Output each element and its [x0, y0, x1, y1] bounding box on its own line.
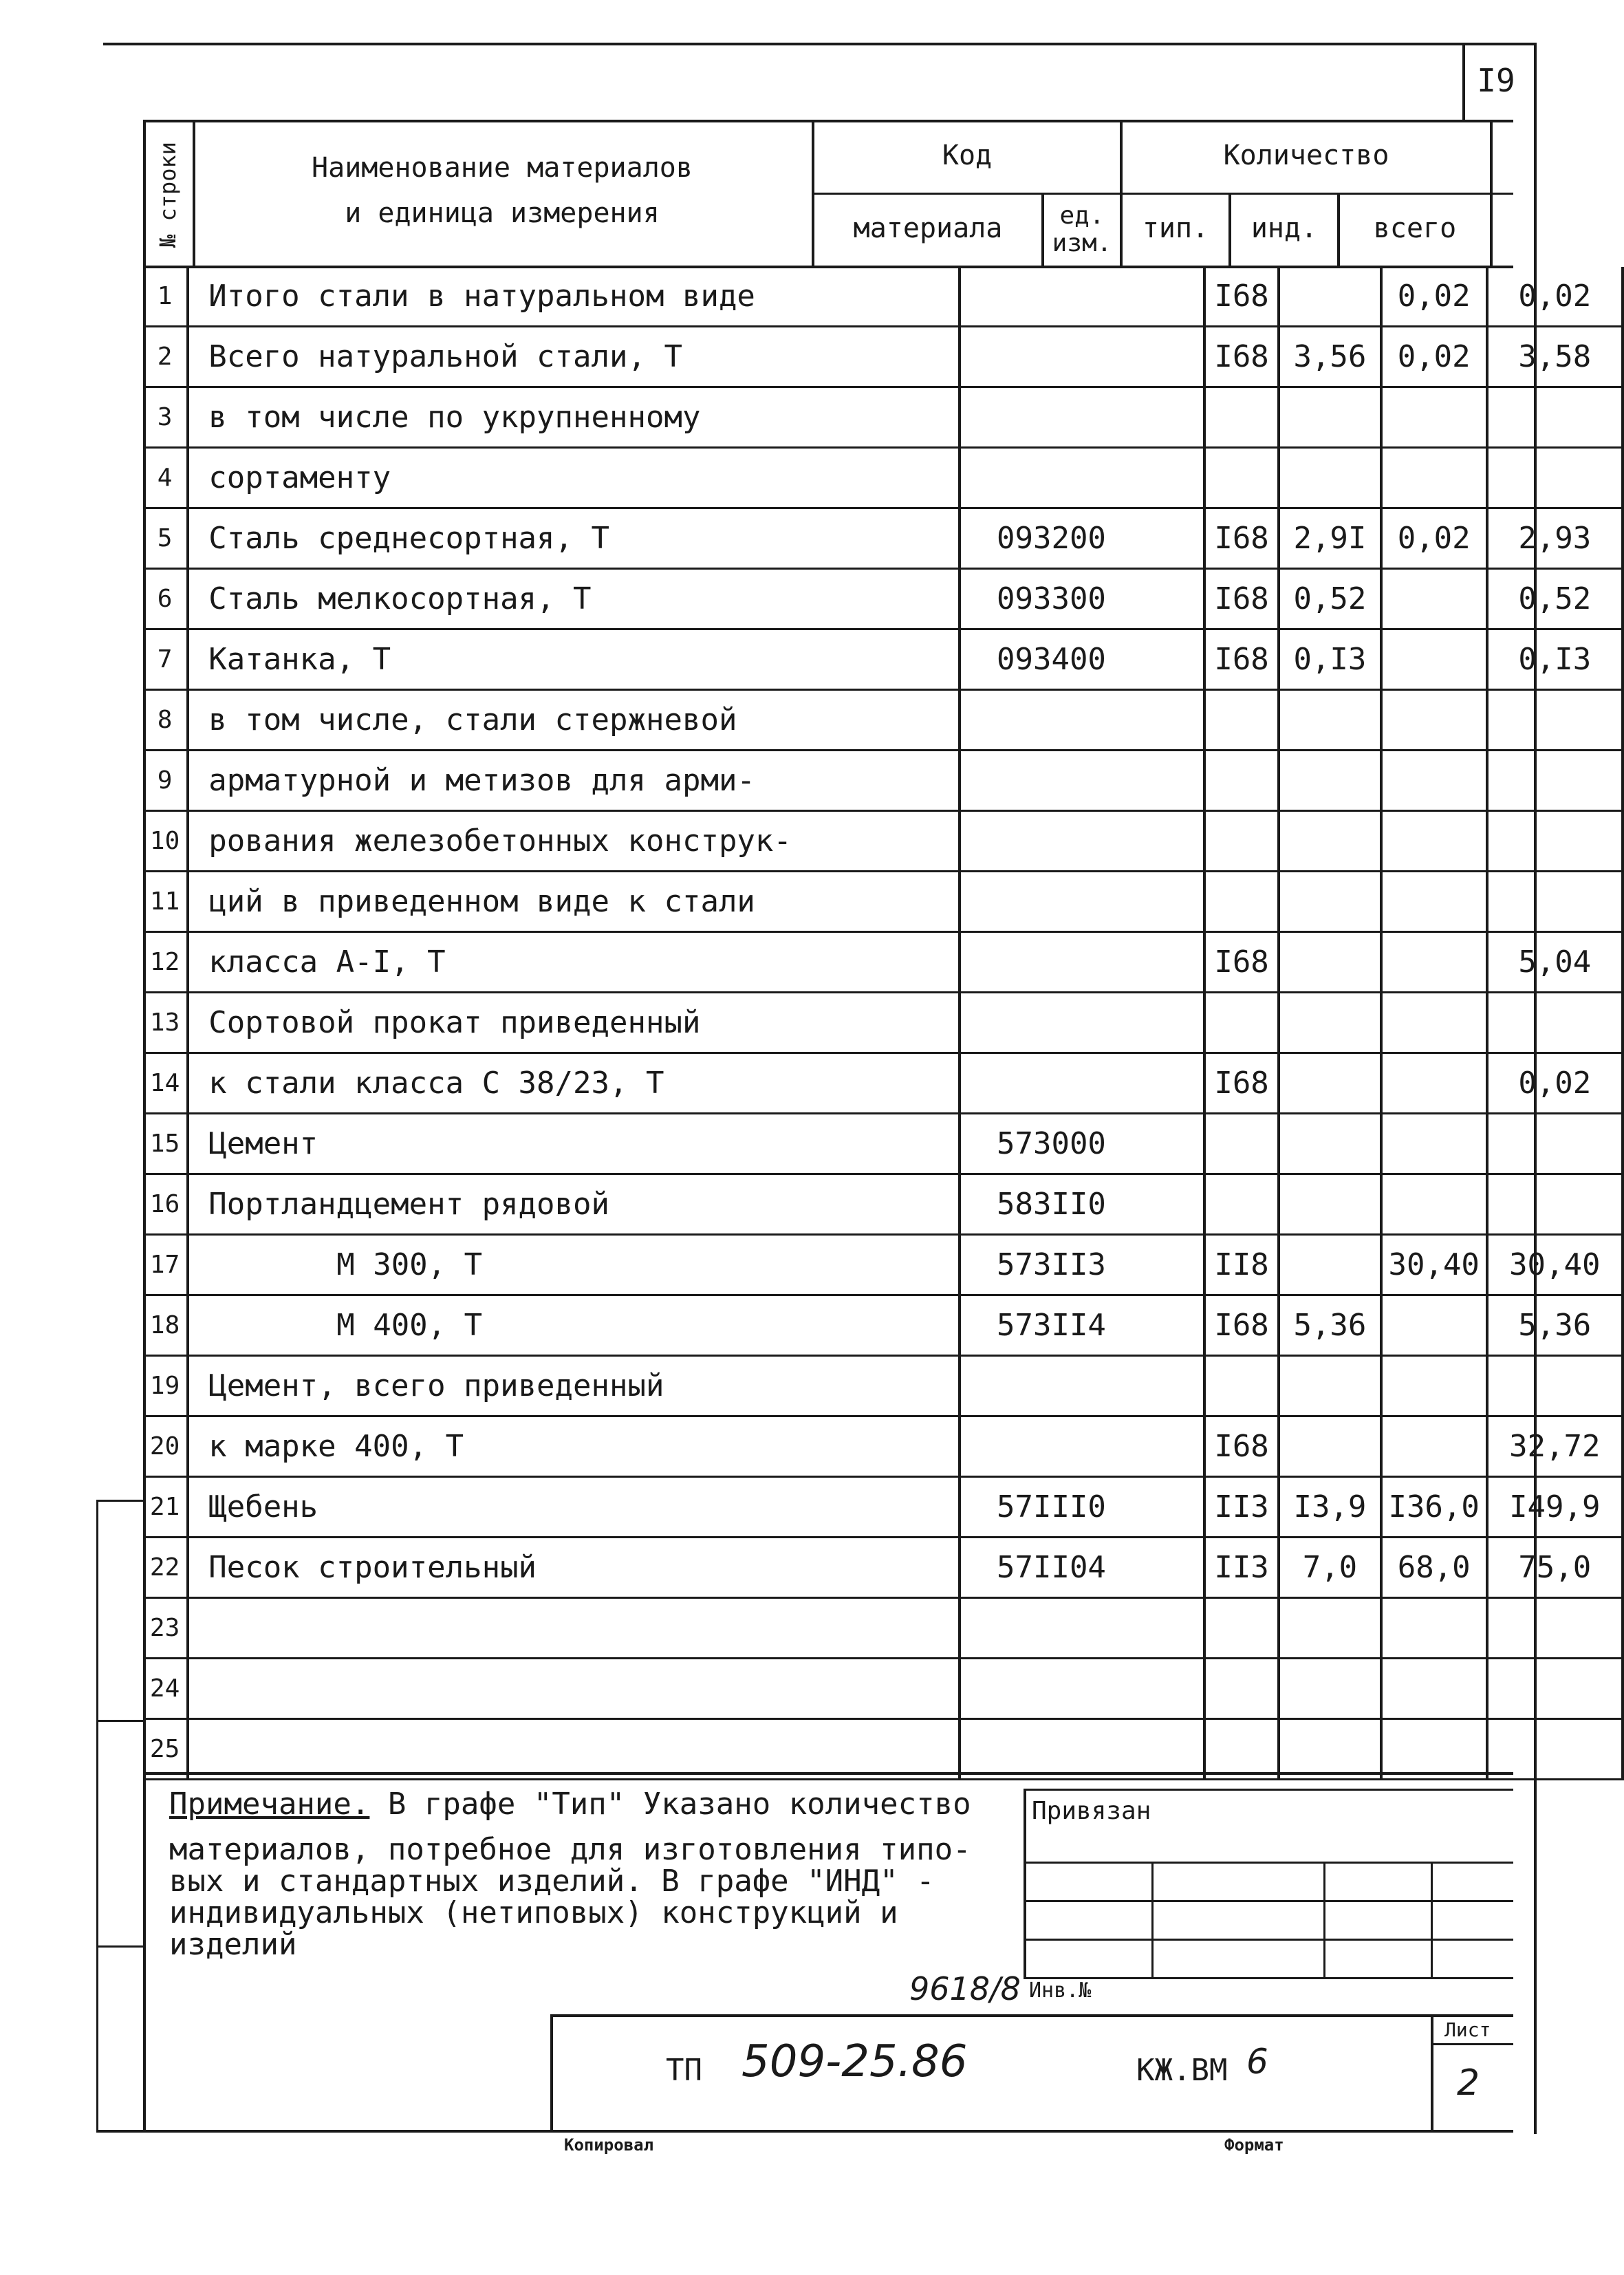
qty-typ-cell: [1279, 811, 1381, 872]
stamp-grid-col3: [1431, 1862, 1433, 1979]
qty-ind-cell: [1381, 448, 1487, 508]
qty-typ-header: тип.: [1142, 213, 1209, 244]
list-label: Лист: [1444, 2018, 1491, 2041]
material-name-cell: в том числе по укрупненному: [188, 387, 960, 448]
stamp-grid-col2: [1323, 1862, 1325, 1979]
unit-code-cell: [1204, 811, 1279, 872]
material-name-cell: Всего натуральной стали, Т: [188, 327, 960, 387]
qty-total-cell: 3,58: [1487, 327, 1623, 387]
material-name-cell: Песок строительный: [188, 1538, 960, 1598]
row-number-cell: 25: [143, 1719, 188, 1780]
table-row: [143, 872, 1623, 932]
qty-total-cell: [1487, 1659, 1623, 1719]
table-row: [143, 327, 1623, 387]
material-code-cell: [960, 690, 1204, 751]
material-name-cell: рования железобетонных конструк-: [188, 811, 960, 872]
page-bottom-line: [96, 2130, 1513, 2133]
unit-code-cell: [1204, 1598, 1279, 1659]
row-number-cell: 20: [143, 1416, 188, 1477]
unit-code-cell: [1204, 387, 1279, 448]
lower-left-line: [143, 1772, 146, 2133]
qty-total-cell: [1487, 993, 1623, 1053]
unit-code-cell: [1204, 872, 1279, 932]
material-code-cell: [960, 1719, 1204, 1780]
qty-typ-cell: [1279, 448, 1381, 508]
table-bottom-line: [143, 1772, 1513, 1775]
qty-total-cell: [1487, 1114, 1623, 1174]
qty-ind-cell: [1381, 690, 1487, 751]
qty-total-cell: [1487, 1719, 1623, 1780]
table-row: [143, 690, 1623, 751]
title-block-top: [550, 2014, 1513, 2017]
table-row: [143, 1295, 1623, 1356]
table-row: [143, 1598, 1623, 1659]
material-code-cell: [960, 1598, 1204, 1659]
header-mid-line: [812, 193, 1513, 195]
row-number-cell: 12: [143, 932, 188, 993]
unit-code-cell: II3: [1204, 1538, 1279, 1598]
table-row: [143, 1235, 1623, 1295]
unit-code-cell: I68: [1204, 932, 1279, 993]
material-name-cell: М 400, Т: [188, 1295, 960, 1356]
material-name-cell: Цемент, всего приведенный: [188, 1356, 960, 1416]
table-row: [143, 932, 1623, 993]
table-row: [143, 811, 1623, 872]
stamp-grid-line1: [1024, 1862, 1513, 1864]
qty-ind-cell: [1381, 1719, 1487, 1780]
qty-ind-cell: I36,0: [1381, 1477, 1487, 1538]
row-number-cell: 16: [143, 1174, 188, 1235]
qty-ind-cell: 0,02: [1381, 508, 1487, 569]
qty-ind-cell: [1381, 1114, 1487, 1174]
qty-typ-cell: 7,0: [1279, 1538, 1381, 1598]
material-name-cell: Катанка, Т: [188, 629, 960, 690]
row-number-header: № строки: [155, 141, 181, 248]
unit-code-cell: I68: [1204, 1295, 1279, 1356]
code-material-header: материала: [853, 213, 1003, 244]
unit-code-cell: I68: [1204, 267, 1279, 327]
inv-handwritten: 9618/8: [909, 1970, 1021, 2007]
material-name-cell: [188, 1659, 960, 1719]
qty-ind-cell: [1381, 872, 1487, 932]
qty-total-cell: 5,36: [1487, 1295, 1623, 1356]
doc-number: 509-25.86: [741, 2036, 968, 2087]
doc-suffix: КЖ.ВМ: [1136, 2053, 1228, 2088]
qty-typ-cell: 3,56: [1279, 327, 1381, 387]
table-row: [143, 751, 1623, 811]
material-code-cell: [960, 811, 1204, 872]
row-number-cell: 10: [143, 811, 188, 872]
qty-typ-cell: [1279, 1114, 1381, 1174]
inv-no-label: Инв.№: [1029, 1979, 1092, 2003]
stamp-grid-line4: [1024, 1977, 1513, 1979]
row-number-cell: 3: [143, 387, 188, 448]
unit-code-cell: [1204, 1114, 1279, 1174]
table-row: [143, 508, 1623, 569]
qty-ind-header: инд.: [1251, 213, 1318, 244]
qty-total-cell: [1487, 1174, 1623, 1235]
unit-code-cell: [1204, 1356, 1279, 1416]
unit-code-cell: [1204, 1174, 1279, 1235]
qty-typ-cell: [1279, 1416, 1381, 1477]
list-box-mid: [1431, 2043, 1513, 2045]
qty-ind-cell: [1381, 569, 1487, 629]
table-row: [143, 448, 1623, 508]
qty-ind-cell: [1381, 387, 1487, 448]
header-top-line: [143, 120, 1513, 122]
row-number-cell: 14: [143, 1053, 188, 1114]
row-number-cell: 11: [143, 872, 188, 932]
qty-total-cell: 32,72: [1487, 1416, 1623, 1477]
note-line5: изделий: [169, 1927, 297, 1962]
note-block: [169, 1789, 1015, 1961]
qty-total-cell: [1487, 387, 1623, 448]
qty-total-cell: 2,93: [1487, 508, 1623, 569]
material-name-cell: Щебень: [188, 1477, 960, 1538]
qty-typ-cell: [1279, 751, 1381, 811]
table-row: [143, 629, 1623, 690]
material-name-cell: Цемент: [188, 1114, 960, 1174]
qty-total-cell: [1487, 1598, 1623, 1659]
table-row: [143, 1538, 1623, 1598]
material-name-cell: [188, 1598, 960, 1659]
qty-total-cell: I49,9: [1487, 1477, 1623, 1538]
table-row: [143, 387, 1623, 448]
qty-total-cell: 30,40: [1487, 1235, 1623, 1295]
material-code-cell: 093400: [960, 629, 1204, 690]
material-name-cell: Сортовой прокат приведенный: [188, 993, 960, 1053]
qty-ind-cell: 68,0: [1381, 1538, 1487, 1598]
qty-typ-cell: [1279, 1659, 1381, 1719]
unit-code-cell: [1204, 448, 1279, 508]
list-value: 2: [1457, 2062, 1480, 2104]
qty-ind-cell: [1381, 1356, 1487, 1416]
unit-code-cell: II8: [1204, 1235, 1279, 1295]
unit-code-cell: [1204, 993, 1279, 1053]
qty-total-cell: 75,0: [1487, 1538, 1623, 1598]
material-name-cell: класса А-I, Т: [188, 932, 960, 993]
table-row: [143, 1114, 1623, 1174]
material-code-cell: [960, 1356, 1204, 1416]
qty-typ-cell: [1279, 1598, 1381, 1659]
material-code-cell: [960, 872, 1204, 932]
qty-typ-cell: [1279, 993, 1381, 1053]
left-margin-tick3: [96, 1945, 144, 1948]
note-title: Примечание.: [169, 1787, 370, 1822]
table-row: [143, 1719, 1623, 1780]
stamp-grid-top: [1024, 1789, 1513, 1791]
qty-total-cell: [1487, 448, 1623, 508]
privyazan-label: Привязан: [1032, 1797, 1151, 1825]
qty-typ-cell: 0,I3: [1279, 629, 1381, 690]
material-code-cell: 57II04: [960, 1538, 1204, 1598]
row-number-cell: 7: [143, 629, 188, 690]
list-box-left: [1431, 2014, 1433, 2131]
header-right-line: [1490, 120, 1493, 267]
material-name-cell: Сталь среднесортная, Т: [188, 508, 960, 569]
sheet-number: I9: [1477, 62, 1515, 99]
material-name-cell: в том числе, стали стержневой: [188, 690, 960, 751]
doc-prefix: ТП: [666, 2053, 702, 2088]
qty-ind-cell: 0,02: [1381, 267, 1487, 327]
material-name-cell: Итого стали в натуральном виде: [188, 267, 960, 327]
material-name-cell: к марке 400, Т: [188, 1416, 960, 1477]
table-row: [143, 1356, 1623, 1416]
material-code-cell: [960, 1659, 1204, 1719]
note-line1: В графе "Тип" Указано количество: [387, 1787, 971, 1822]
table-row: [143, 1659, 1623, 1719]
material-code-cell: 093300: [960, 569, 1204, 629]
material-code-cell: [960, 751, 1204, 811]
name-header-line1: Наименование материалов: [312, 152, 693, 184]
top-border: [103, 43, 1535, 45]
material-code-cell: [960, 387, 1204, 448]
quantity-header: Количество: [1223, 140, 1389, 171]
qty-total-cell: 0,02: [1487, 1053, 1623, 1114]
row-number-cell: 8: [143, 690, 188, 751]
qty-ind-cell: [1381, 629, 1487, 690]
material-name-cell: к стали класса С 38/23, Т: [188, 1053, 960, 1114]
qty-ind-cell: [1381, 1659, 1487, 1719]
material-code-cell: 093200: [960, 508, 1204, 569]
qty-typ-cell: [1279, 1174, 1381, 1235]
qty-ind-cell: [1381, 751, 1487, 811]
qty-typ-cell: [1279, 932, 1381, 993]
qty-total-cell: 5,04: [1487, 932, 1623, 993]
qty-typ-cell: [1279, 1235, 1381, 1295]
table-row: [143, 993, 1623, 1053]
qty-total-header: всего: [1373, 213, 1457, 244]
footer-copied: Копировал: [564, 2135, 654, 2155]
row-number-cell: 24: [143, 1659, 188, 1719]
unit-code-cell: I68: [1204, 508, 1279, 569]
row-number-cell: 22: [143, 1538, 188, 1598]
qty-ind-cell: [1381, 1174, 1487, 1235]
stamp-grid-left: [1024, 1789, 1026, 1979]
qty-total-cell: 0,I3: [1487, 629, 1623, 690]
note-line4: индивидуальных (нетиповых) конструкций и: [169, 1895, 898, 1930]
qty-typ-cell: 2,9I: [1279, 508, 1381, 569]
note-line3: вых и стандартных изделий. В графе "ИНД" -: [169, 1864, 935, 1899]
row-number-cell: 2: [143, 327, 188, 387]
unit-code-cell: I68: [1204, 327, 1279, 387]
material-code-cell: [960, 448, 1204, 508]
qty-typ-cell: I3,9: [1279, 1477, 1381, 1538]
qty-ind-cell: 0,02: [1381, 327, 1487, 387]
stamp-grid-col1: [1151, 1862, 1154, 1979]
code-unit-header: ед. изм.: [1052, 202, 1112, 257]
row-number-cell: 9: [143, 751, 188, 811]
unit-code-cell: I68: [1204, 569, 1279, 629]
table-row: [143, 1174, 1623, 1235]
qty-ind-cell: 30,40: [1381, 1235, 1487, 1295]
qty-ind-cell: [1381, 1295, 1487, 1356]
material-code-cell: 583II0: [960, 1174, 1204, 1235]
material-code-cell: [960, 932, 1204, 993]
table-row: [143, 1477, 1623, 1538]
left-margin-tick1: [96, 1500, 144, 1502]
row-number-cell: 18: [143, 1295, 188, 1356]
material-code-cell: [960, 993, 1204, 1053]
table-row: [143, 1416, 1623, 1477]
material-code-cell: 573II3: [960, 1235, 1204, 1295]
row-number-cell: 15: [143, 1114, 188, 1174]
qty-ind-cell: [1381, 1053, 1487, 1114]
table-row: [143, 1053, 1623, 1114]
qty-typ-cell: [1279, 872, 1381, 932]
qty-total-cell: 0,52: [1487, 569, 1623, 629]
unit-code-cell: I68: [1204, 1416, 1279, 1477]
material-name-cell: сортаменту: [188, 448, 960, 508]
qty-total-cell: [1487, 751, 1623, 811]
qty-typ-cell: [1279, 1356, 1381, 1416]
material-name-cell: Сталь мелкосортная, Т: [188, 569, 960, 629]
left-margin-tick2: [96, 1720, 144, 1722]
material-code-cell: [960, 1053, 1204, 1114]
qty-typ-cell: 5,36: [1279, 1295, 1381, 1356]
materials-table: [143, 267, 1624, 1780]
unit-code-cell: [1204, 1719, 1279, 1780]
title-block-left: [550, 2014, 553, 2131]
material-code-cell: 573II4: [960, 1295, 1204, 1356]
stamp-grid-line2: [1024, 1900, 1513, 1902]
material-code-cell: 573000: [960, 1114, 1204, 1174]
material-code-cell: [960, 1416, 1204, 1477]
qty-typ-cell: [1279, 1719, 1381, 1780]
material-name-cell: арматурной и метизов для арми-: [188, 751, 960, 811]
code-header: Код: [942, 140, 993, 171]
material-name-cell: ций в приведенном виде к стали: [188, 872, 960, 932]
footer-format: Формат: [1224, 2135, 1284, 2155]
unit-code-cell: II3: [1204, 1477, 1279, 1538]
doc-suffix-handwritten: 6: [1246, 2042, 1268, 2082]
qty-typ-cell: [1279, 1053, 1381, 1114]
material-code-cell: [960, 267, 1204, 327]
material-name-cell: [188, 1719, 960, 1780]
qty-typ-cell: [1279, 690, 1381, 751]
material-code-cell: 57III0: [960, 1477, 1204, 1538]
row-number-cell: 17: [143, 1235, 188, 1295]
qty-total-cell: [1487, 1356, 1623, 1416]
unit-code-cell: [1204, 1659, 1279, 1719]
left-margin-line: [96, 1500, 98, 2133]
qty-ind-cell: [1381, 932, 1487, 993]
qty-total-cell: [1487, 690, 1623, 751]
row-number-cell: 19: [143, 1356, 188, 1416]
stamp-grid-line3: [1024, 1939, 1513, 1941]
qty-ind-cell: [1381, 1598, 1487, 1659]
qty-ind-cell: [1381, 811, 1487, 872]
row-number-cell: 1: [143, 267, 188, 327]
qty-total-cell: [1487, 811, 1623, 872]
row-number-cell: 6: [143, 569, 188, 629]
table-row: [143, 569, 1623, 629]
qty-typ-cell: [1279, 267, 1381, 327]
qty-ind-cell: [1381, 1416, 1487, 1477]
qty-typ-cell: [1279, 387, 1381, 448]
material-name-cell: М 300, Т: [188, 1235, 960, 1295]
material-name-cell: Портландцемент рядовой: [188, 1174, 960, 1235]
note-line2: материалов, потребное для изготовления типо-: [169, 1832, 971, 1867]
qty-total-cell: [1487, 872, 1623, 932]
unit-code-cell: [1204, 690, 1279, 751]
unit-code-cell: [1204, 751, 1279, 811]
qty-typ-cell: 0,52: [1279, 569, 1381, 629]
unit-code-cell: I68: [1204, 1053, 1279, 1114]
row-number-cell: 21: [143, 1477, 188, 1538]
material-code-cell: [960, 327, 1204, 387]
qty-total-cell: 0,02: [1487, 267, 1623, 327]
unit-code-cell: I68: [1204, 629, 1279, 690]
row-number-cell: 13: [143, 993, 188, 1053]
row-number-cell: 4: [143, 448, 188, 508]
row-number-cell: 5: [143, 508, 188, 569]
row-number-cell: 23: [143, 1598, 188, 1659]
name-header-line2: и единица измерения: [345, 197, 660, 229]
qty-ind-cell: [1381, 993, 1487, 1053]
table-row: [143, 267, 1623, 327]
header-col-row: [193, 120, 195, 267]
